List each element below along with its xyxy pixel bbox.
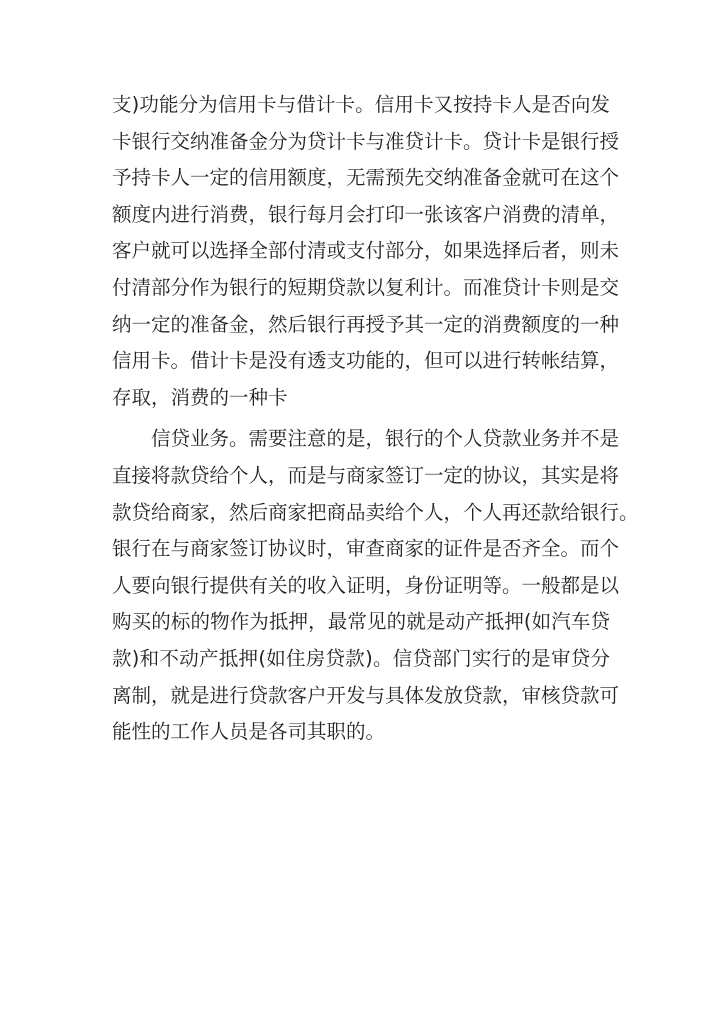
text-line: 款)和不动产抵押(如住房贷款)。信贷部门实行的是审贷分 <box>112 646 610 670</box>
text-line: 信贷业务。需要注意的是，银行的个人贷款业务并不是 <box>151 427 620 451</box>
text-line: 额度内进行消费，银行每月会打印一张该客户消费的清单， <box>112 202 620 226</box>
document-body <box>112 87 639 751</box>
text-line: 能性的工作人员是各司其职的。 <box>112 720 386 744</box>
text-line: 信用卡。借计卡是没有透支功能的，但可以进行转帐结算， <box>112 349 620 373</box>
paragraph-card-types <box>112 87 620 416</box>
text-line: 存取，消费的一种卡 <box>112 385 288 409</box>
text-line: 人要向银行提供有关的收入证明，身份证明等。一般都是以 <box>112 573 620 597</box>
text-line: 卡银行交纳准备金分为贷计卡与准贷计卡。贷计卡是银行授 <box>112 129 620 153</box>
text-line: 付清部分作为银行的短期贷款以复利计。而准贷计卡则是交 <box>112 275 620 299</box>
text-line: 直接将款贷给个人，而是与商家签订一定的协议，其实是将 <box>112 463 620 487</box>
text-line: 银行在与商家签订协议时，审查商家的证件是否齐全。而个 <box>112 537 620 561</box>
text-line: 纳一定的准备金，然后银行再授予其一定的消费额度的一种 <box>112 312 620 336</box>
text-line: 客户就可以选择全部付清或支付部分，如果选择后者，则未 <box>112 239 620 263</box>
text-line: 予持卡人一定的信用额度，无需预先交纳准备金就可在这个 <box>112 166 620 190</box>
text-line: 离制，就是进行贷款客户开发与具体发放贷款，审核贷款可 <box>112 683 620 707</box>
paragraph-credit-business <box>112 421 639 750</box>
text-line: 款贷给商家，然后商家把商品卖给个人，个人再还款给银行。 <box>112 500 639 524</box>
text-line: 购买的标的物作为抵押，最常见的就是动产抵押(如汽车贷 <box>112 610 610 634</box>
text-line: 支)功能分为信用卡与借计卡。信用卡又按持卡人是否向发 <box>112 93 610 116</box>
